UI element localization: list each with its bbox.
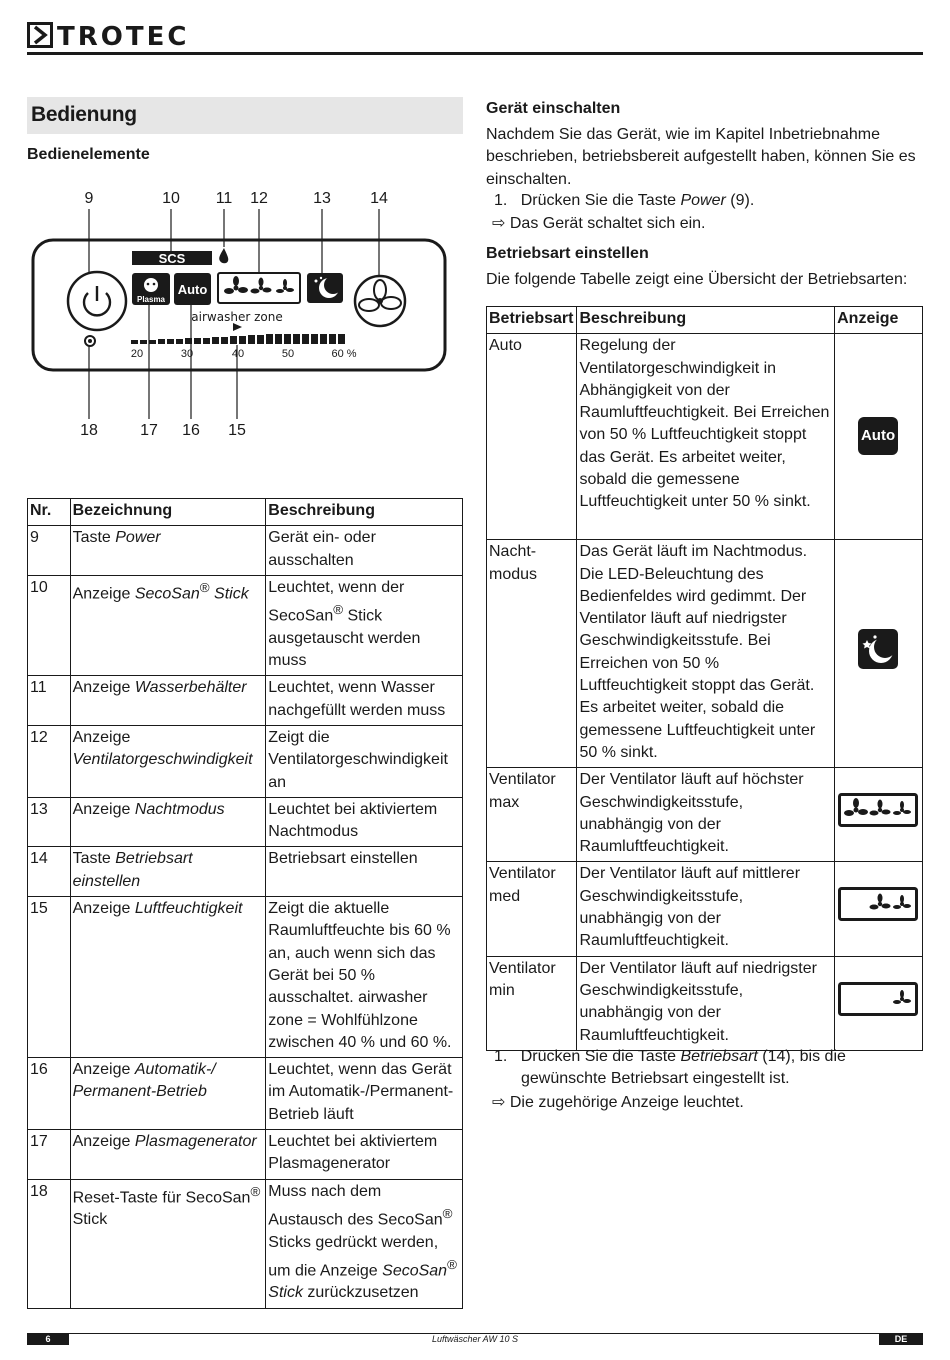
row-desc: Zeigt die aktuelle Raumluftfeuchte bis 60 % an, auch wenn sich das Gerät bei 50 % ausschaltet. airwasher zone = Wohlfühlzone zwischen 40 % und 60 %. bbox=[266, 897, 463, 1058]
table-row bbox=[487, 334, 923, 540]
trotec-logo bbox=[27, 22, 237, 48]
col-mode: Betriebsart bbox=[487, 307, 577, 334]
row-desc: Leuchtet bei aktiviertem Nachtmodus bbox=[266, 797, 463, 847]
row-name: Anzeige Luftfeuchtigkeit bbox=[70, 897, 266, 1058]
table-row bbox=[487, 956, 923, 1050]
callout-15: 15 bbox=[228, 422, 246, 439]
mode-desc: Der Ventilator läuft auf mittlerer Geschwindigkeitsstufe, unabhängig von der Raumluftfeuchtigkeit. bbox=[577, 862, 835, 956]
table-row bbox=[28, 526, 463, 576]
result-arrow-icon: ⇨ bbox=[492, 1094, 506, 1111]
result-power: ⇨ Das Gerät schaltet sich ein. bbox=[492, 215, 706, 232]
mode-desc: Der Ventilator läuft auf niedrigster Geschwindigkeitsstufe, unabhängig von der Raumluftfeuchtigkeit. bbox=[577, 956, 835, 1050]
fan-min-icon bbox=[838, 982, 918, 1016]
table-row bbox=[28, 676, 463, 726]
zone-marker-icon bbox=[233, 323, 242, 331]
row-name: Anzeige Ventilatorgeschwindigkeit bbox=[70, 726, 266, 798]
night-mode-indicator bbox=[307, 273, 343, 303]
row-name: Reset-Taste für SecoSan® Stick bbox=[70, 1179, 266, 1308]
callout-17: 17 bbox=[140, 422, 158, 439]
subsection-title: Bedienelemente bbox=[27, 146, 150, 163]
section-title: Bedienung bbox=[27, 97, 463, 134]
row-name: Anzeige Plasmagenerator bbox=[70, 1130, 266, 1180]
row-nr: 14 bbox=[28, 847, 71, 897]
col-display: Anzeige bbox=[835, 307, 923, 334]
control-panel-diagram bbox=[30, 185, 450, 443]
modes-table bbox=[486, 306, 923, 1051]
row-name: Anzeige SecoSan® Stick bbox=[70, 575, 266, 676]
scale-40: 40 bbox=[231, 348, 245, 360]
col-name: Bezeichnung bbox=[70, 499, 266, 526]
mode-button[interactable] bbox=[355, 276, 405, 326]
row-name: Taste Power bbox=[70, 526, 266, 576]
row-nr: 9 bbox=[28, 526, 71, 576]
callout-13: 13 bbox=[313, 190, 331, 207]
callout-11: 11 bbox=[215, 190, 233, 207]
row-desc: Leuchtet, wenn der SecoSan® Stick ausgetauscht werden muss bbox=[266, 575, 463, 676]
row-desc: Muss nach dem Austausch des SecoSan® Sticks gedrückt werden, um die Anzeige SecoSan® Stick zurückzusetzen bbox=[266, 1179, 463, 1308]
row-name: Anzeige Wasserbehälter bbox=[70, 676, 266, 726]
scs-label: SCS bbox=[158, 251, 186, 266]
power-on-heading: Gerät einschalten bbox=[486, 100, 621, 117]
brand-text: TROTEC bbox=[57, 22, 190, 48]
step-mode: 1. Drücken Sie die Taste Betriebsart (14), bis die gewünschte Betriebsart eingestellt ist. bbox=[494, 1048, 846, 1088]
mode-heading: Betriebsart einstellen bbox=[486, 245, 649, 262]
fan-med-icon bbox=[838, 887, 918, 921]
fan-speed-indicator bbox=[218, 273, 300, 303]
callout-9: 9 bbox=[84, 190, 94, 207]
power-on-intro: Nachdem Sie das Gerät, wie im Kapitel Inbetriebnahme beschrieben, betriebsbereit aufgestellt haben, können Sie es einschalten. bbox=[486, 126, 916, 188]
result-arrow-icon: ⇨ bbox=[492, 215, 506, 232]
callout-12: 12 bbox=[250, 190, 268, 207]
plasma-indicator bbox=[132, 273, 170, 305]
row-nr: 17 bbox=[28, 1130, 71, 1180]
language-code: DE bbox=[879, 1333, 923, 1345]
mode-name: Ventilator max bbox=[487, 768, 577, 862]
row-desc: Leuchtet bei aktiviertem Plasmagenerator bbox=[266, 1130, 463, 1180]
callout-14: 14 bbox=[370, 190, 388, 207]
table-row bbox=[487, 768, 923, 862]
table-row bbox=[487, 540, 923, 768]
controls-table bbox=[27, 498, 463, 1309]
scale-30: 30 bbox=[180, 348, 194, 360]
mode-desc: Der Ventilator läuft auf höchster Geschwindigkeitsstufe, unabhängig von der Raumluftfeuchtigkeit. bbox=[577, 768, 835, 862]
scs-indicator bbox=[132, 251, 212, 266]
table-row bbox=[28, 1130, 463, 1180]
row-nr: 12 bbox=[28, 726, 71, 798]
col-desc: Beschreibung bbox=[577, 307, 835, 334]
callout-18: 18 bbox=[80, 422, 98, 439]
table-header-row bbox=[28, 499, 463, 526]
row-desc: Leuchtet, wenn Wasser nachgefüllt werden muss bbox=[266, 676, 463, 726]
row-nr: 16 bbox=[28, 1058, 71, 1130]
row-nr: 10 bbox=[28, 575, 71, 676]
table-row bbox=[28, 1058, 463, 1130]
callout-16: 16 bbox=[182, 422, 200, 439]
row-nr: 15 bbox=[28, 897, 71, 1058]
table-row bbox=[28, 797, 463, 847]
humidity-bar bbox=[131, 334, 345, 344]
col-desc: Beschreibung bbox=[266, 499, 463, 526]
mode-name: Auto bbox=[487, 334, 577, 540]
reset-button[interactable] bbox=[85, 336, 95, 346]
table-row bbox=[28, 847, 463, 897]
mode-name: Ventilator med bbox=[487, 862, 577, 956]
table-row bbox=[28, 1179, 463, 1308]
table-header-row bbox=[487, 307, 923, 334]
mode-desc: Das Gerät läuft im Nachtmodus. Die LED-Beleuchtung des Bedienfeldes wird gedimmt. Der Ventilator läuft auf niedrigster Geschwindigkeitsstufe. Bei Erreichen von 50 % Luftfeuchtigkeit stoppt das Gerät. Es arbeitet weiter, sobald die gemessene Luftfeuchtigkeit unter 50 % sinkt. bbox=[577, 540, 835, 768]
row-desc: Gerät ein- oder ausschalten bbox=[266, 526, 463, 576]
night-mode-icon bbox=[857, 628, 899, 670]
row-nr: 11 bbox=[28, 676, 71, 726]
zone-label: airwasher zone bbox=[191, 310, 283, 324]
row-name: Anzeige Nachtmodus bbox=[70, 797, 266, 847]
row-desc: Zeigt die Ventilatorgeschwindigkeit an bbox=[266, 726, 463, 798]
document-title: Luftwäscher AW 10 S bbox=[431, 1334, 519, 1344]
row-name: Anzeige Automatik-/ Permanent-Betrieb bbox=[70, 1058, 266, 1130]
mode-intro: Die folgende Tabelle zeigt eine Übersicht der Betriebsarten: bbox=[486, 271, 908, 288]
step-power: 1. Drücken Sie die Taste Power (9). bbox=[494, 192, 755, 209]
mode-name: Nacht-modus bbox=[487, 540, 577, 768]
auto-label: Auto bbox=[177, 282, 208, 297]
power-button[interactable] bbox=[68, 272, 126, 330]
row-nr: 18 bbox=[28, 1179, 71, 1308]
row-nr: 13 bbox=[28, 797, 71, 847]
header-rule bbox=[27, 52, 923, 55]
page-footer bbox=[27, 1333, 923, 1345]
table-row bbox=[28, 897, 463, 1058]
auto-indicator bbox=[174, 273, 211, 305]
plasma-label: Plasma bbox=[136, 295, 166, 304]
table-row bbox=[487, 862, 923, 956]
table-row bbox=[28, 726, 463, 798]
fan-max-icon bbox=[838, 793, 918, 827]
callout-10: 10 bbox=[162, 190, 180, 207]
row-name: Taste Betriebsart einstellen bbox=[70, 847, 266, 897]
col-nr: Nr. bbox=[28, 499, 71, 526]
scale-60: 60 % bbox=[331, 348, 357, 360]
auto-icon: Auto bbox=[858, 417, 898, 455]
scale-50: 50 bbox=[281, 348, 295, 360]
mode-desc: Regelung der Ventilatorgeschwindigkeit in Abhängigkeit von der Raumluftfeuchtigkeit. Bei Erreichen von 50 % Luftfeuchtigkeit stoppt das Gerät. Es arbeitet weiter, sobald die gemessene Luftfeuchtigkeit unter 50 % sinkt. bbox=[577, 334, 835, 540]
mode-name: Ventilator min bbox=[487, 956, 577, 1050]
page-number: 6 bbox=[27, 1333, 69, 1345]
table-row bbox=[28, 575, 463, 676]
scale-20: 20 bbox=[130, 348, 144, 360]
row-desc: Betriebsart einstellen bbox=[266, 847, 463, 897]
row-desc: Leuchtet, wenn das Gerät im Automatik-/Permanent-Betrieb läuft bbox=[266, 1058, 463, 1130]
water-drop-icon bbox=[219, 248, 228, 263]
result-mode: ⇨ Die zugehörige Anzeige leuchtet. bbox=[492, 1094, 744, 1111]
